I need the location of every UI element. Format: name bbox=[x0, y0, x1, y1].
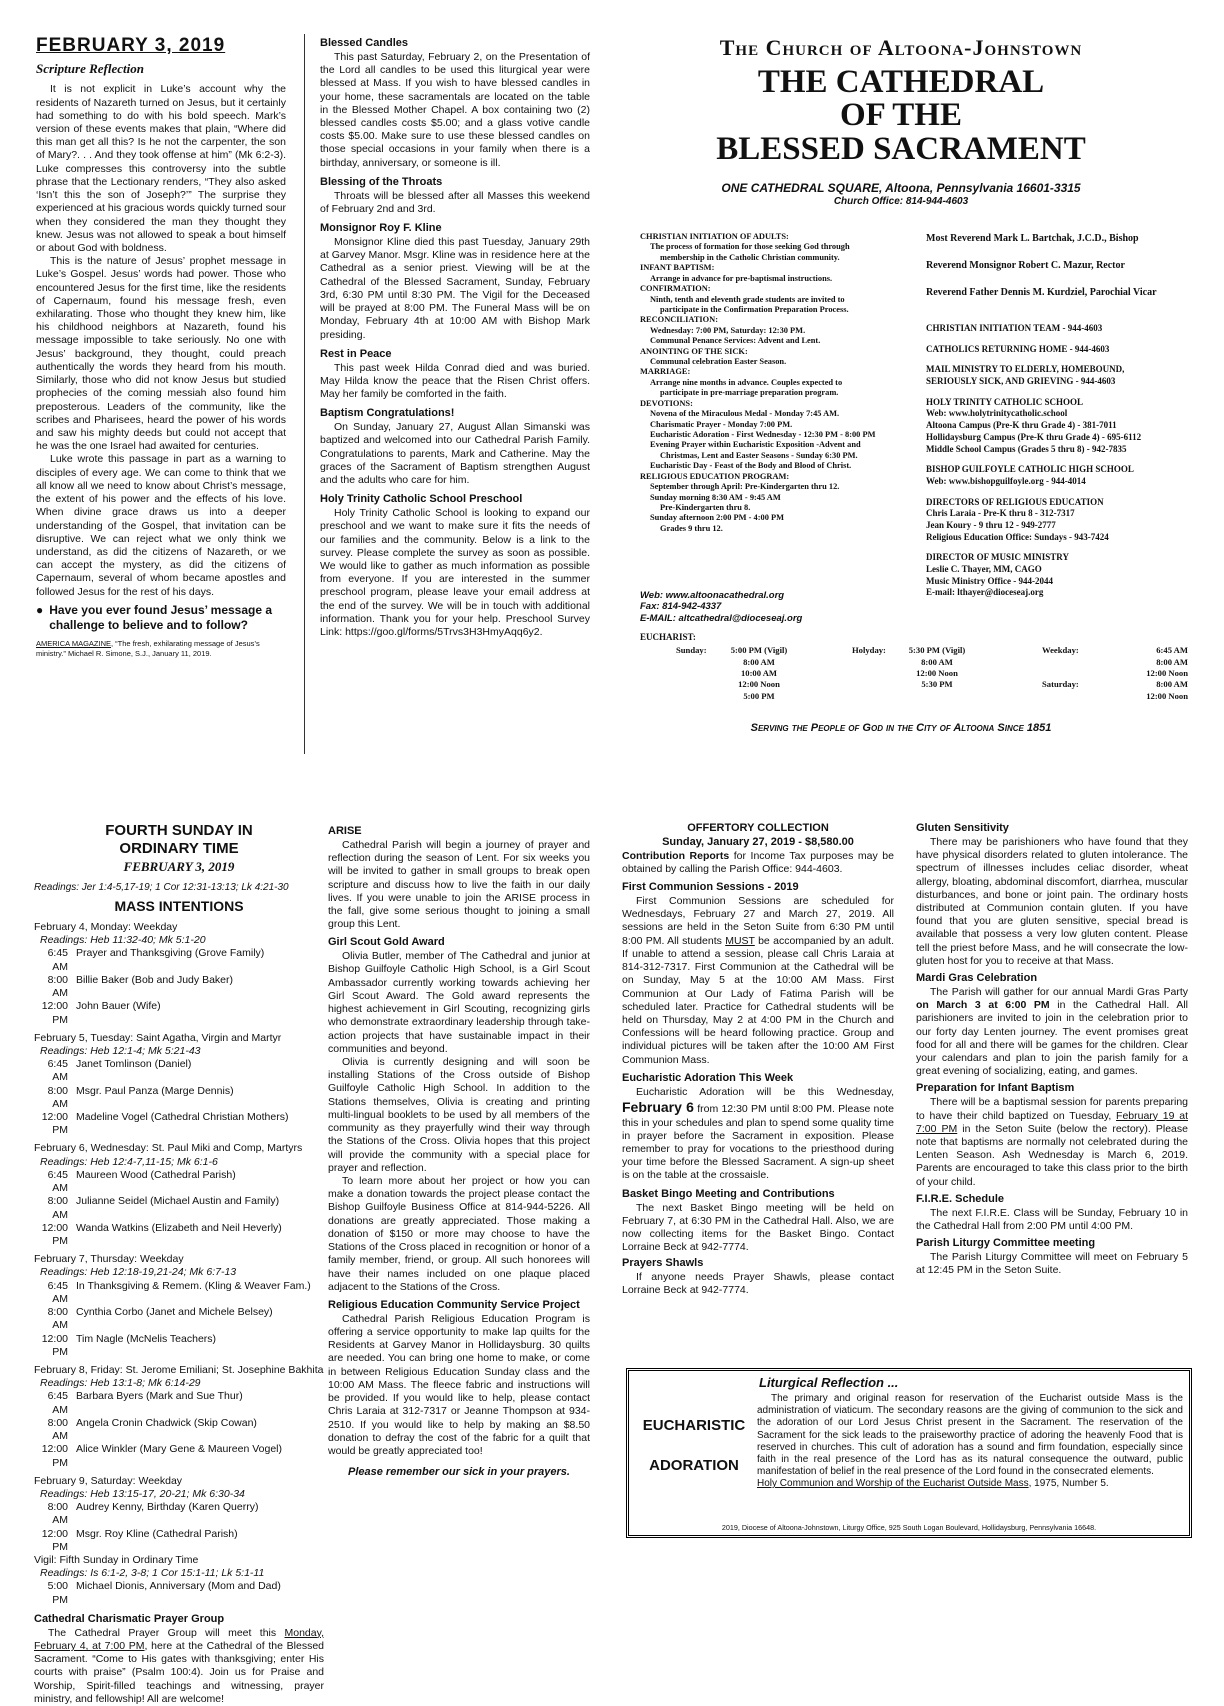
info-heading: ANOINTING OF THE SICK: bbox=[640, 346, 748, 356]
mass-day bbox=[34, 1364, 324, 1470]
section-text: There may be parishioners who have found that they have physical disorders related to gluten intolerance. The spectrum of illnesses includes celiac disorder, wheat allergy, bloating, abdominal discomfort, diarrhea, muscular disturbances, and bone or joint pain. The ordinary hosts distributed at Communion contain gluten. If you have found that you are gluten sensitive, special bread is available that possess a very low gluten content. Please tell the priest before Mass, and he will consecrate the low-gluten host for you to receive at that Mass. bbox=[916, 835, 1188, 967]
eucharistic-label: EUCHARISTIC bbox=[642, 1417, 746, 1434]
liturgical-reflection-title: Liturgical Reflection ... bbox=[759, 1375, 899, 1390]
info-heading: DEVOTIONS: bbox=[640, 398, 693, 408]
staff-group bbox=[926, 552, 1198, 599]
mass-intention-row bbox=[34, 1528, 324, 1554]
info-line: Sunday morning 8:30 AM - 9:45 AM bbox=[650, 492, 781, 502]
citation bbox=[36, 639, 286, 658]
sick-prayer-note: Please remember our sick in your prayers. bbox=[348, 1466, 570, 1479]
citation-text: , “The fresh, exhilarating message of Jesus’s ministry.” Michael R. Simone, S.J., January 11, 2019. bbox=[36, 639, 260, 658]
info-line: membership in the Catholic Christian community. bbox=[660, 252, 840, 262]
staff-line: HOLY TRINITY CATHOLIC SCHOOL bbox=[926, 396, 1083, 407]
info-line: Evening Prayer within Eucharistic Exposition -Advent and bbox=[650, 440, 861, 450]
section-heading: Baptism Congratulations! bbox=[320, 407, 455, 420]
staff-line: Reverend Father Dennis M. Kurdziel, Parochial Vicar bbox=[926, 287, 1157, 298]
intention-name: Wanda Watkins (Elizabeth and Neil Heverly) bbox=[76, 1221, 282, 1234]
info-heading: CONFIRMATION: bbox=[640, 284, 711, 294]
intention-name: John Bauer (Wife) bbox=[76, 1000, 161, 1013]
sacraments-info bbox=[640, 232, 912, 592]
offertory-amount: Sunday, January 27, 2019 - $8,580.00 bbox=[662, 835, 854, 848]
reflection-paragraph: Luke wrote this passage in part as a warning to disciples of every age. We can come to think that we all know all we need to know about Christ’s message, the extent of his power and the effects of his love. When divine grace draws us into a deeper understanding of the Gospel, that invitation can be disruptive. We can reject what we only think we understand, as did the citizens of Nazareth, or we can accept the mystery, as did the citizens of Capernaum, several of whom became apostles and followed Jesus for the rest of his days. bbox=[36, 453, 286, 598]
intention-name: Angela Cronin Chadwick (Skip Cowan) bbox=[76, 1416, 257, 1429]
intention-name: Barbara Byers (Mark and Sue Thur) bbox=[76, 1390, 243, 1403]
mass-date: FEBRUARY 3, 2019 bbox=[123, 859, 235, 875]
section-heading: Preparation for Infant Baptism bbox=[916, 1082, 1075, 1095]
section-heading: Eucharistic Adoration This Week bbox=[622, 1071, 794, 1084]
section-heading: Blessing of the Throats bbox=[320, 175, 443, 188]
day-readings: Readings: Heb 13:1-8; Mk 6:14-29 bbox=[40, 1377, 201, 1390]
saturday-times bbox=[1096, 679, 1188, 702]
cathedral-title: BLESSED SACRAMENT bbox=[716, 131, 1086, 168]
scripture-column bbox=[36, 34, 286, 754]
section-heading: Cathedral Charismatic Prayer Group bbox=[34, 1612, 225, 1625]
staff-line: DIRECTOR OF MUSIC MINISTRY bbox=[926, 552, 1069, 563]
info-line: Eucharistic Day - Feast of the Body and Blood of Christ. bbox=[650, 461, 852, 471]
mass-time: 8:00 AM bbox=[47, 1306, 68, 1332]
info-line: Ninth, tenth and eleventh grade students are invited to bbox=[650, 294, 845, 304]
mass-time: 12:00 PM bbox=[41, 1000, 68, 1026]
website-link[interactable]: Web: www.altoonacathedral.org bbox=[640, 590, 785, 601]
info-heading: INFANT BAPTISM: bbox=[640, 263, 715, 273]
info-line: Charismatic Prayer - Monday 7:00 PM. bbox=[650, 419, 793, 429]
section-text: There will be a baptismal session for parents preparing to have their child baptized on Tuesday, February 19 at 7:00 PM in the Seton Suite (below the rectory). Please note that baptisms are normally not celebrated during the Lenten Season. Ash Wednesday is March 6, 2019. Parents are encouraged to take this class prior to the birth of your child. bbox=[916, 1096, 1188, 1188]
section-text: The Parish Liturgy Committee will meet on February 5 at 12:45 PM in the Seton Suite. bbox=[916, 1250, 1188, 1277]
info-line: Eucharistic Adoration - First Wednesday - 12:30 PM - 8:00 PM bbox=[650, 430, 876, 440]
staff-line: CHRISTIAN INITIATION TEAM - 944-4603 bbox=[926, 323, 1103, 333]
info-line: Communal celebration Easter Season. bbox=[650, 357, 787, 367]
section-text: This past Saturday, February 2, on the Presentation of the Lord all candles to be used this liturgical year were blessed at Mass. If you wish to have blessed candles in your home, these sacramentals are located on the table in the Blessed Mother Chapel. A box containing two (2) blessed candles costs $5.00; and a glass votive candle costs $5.00. Make sure to use these blessed candles on those special occasions in your family when there is a birthday, anniversary, or someone is ill. bbox=[320, 50, 590, 169]
holyday-times bbox=[896, 645, 978, 690]
section-text: Olivia Butler, member of The Cathedral and junior at Bishop Guilfoyle Catholic High School, is a Girl Scout Ambassador currently working towards achieving her Girl Scout Award. The Gold award represents the highest achievement in Girl Scouting, recognizing girls who demonstrate extraordinary leadership through take-action projects that have sustainable impact in their communities and beyond. bbox=[328, 950, 590, 1055]
mass-intention-row bbox=[34, 1000, 324, 1026]
section-text: The next Basket Bingo meeting will be held on February 7, at 6:30 PM in the Cathedral Hall. Also, we are now collecting items for the Basket Bingo. Contact Lorraine Beck at 942-7774. bbox=[622, 1201, 894, 1254]
mass-time: 8:00 AM bbox=[47, 1195, 68, 1221]
staff-group bbox=[926, 497, 1198, 544]
sunday-readings: Readings: Jer 1:4-5,17-19; 1 Cor 12:31-13:13; Lk 4:21-30 bbox=[34, 881, 289, 893]
offertory-heading: OFFERTORY COLLECTION bbox=[687, 822, 829, 834]
staff-line: CATHOLICS RETURNING HOME - 944-4603 bbox=[926, 343, 1110, 354]
mass-time: 12:00 PM bbox=[41, 1332, 68, 1358]
staff-info bbox=[926, 232, 1198, 632]
day-heading: February 4, Monday: Weekday bbox=[34, 920, 178, 933]
intention-name: Julianne Seidel (Michael Austin and Family) bbox=[76, 1195, 280, 1208]
mass-time: 10:00 AM bbox=[740, 668, 778, 679]
sunday-title bbox=[34, 822, 324, 857]
mass-intentions-heading: MASS INTENTIONS bbox=[114, 898, 244, 915]
staff-group bbox=[926, 232, 1198, 245]
mass-time: 8:00 AM bbox=[743, 656, 775, 667]
day-heading: February 6, Wednesday: St. Paul Miki and Comp, Martyrs bbox=[34, 1142, 303, 1155]
staff-line: Most Reverend Mark L. Bartchak, J.C.D., Bishop bbox=[926, 233, 1139, 244]
mass-intention-row bbox=[34, 947, 324, 973]
section-heading: F.I.R.E. Schedule bbox=[916, 1192, 1005, 1205]
liturgical-reflection-box bbox=[626, 1368, 1192, 1538]
info-line: Grades 9 thru 12. bbox=[660, 523, 723, 533]
section-heading: Religious Education Community Service Project bbox=[328, 1298, 580, 1311]
staff-group bbox=[926, 259, 1198, 272]
info-heading: RECONCILIATION: bbox=[640, 315, 719, 325]
mass-time: 8:00 AM bbox=[47, 1416, 68, 1443]
mass-time: 8:00 AM bbox=[1156, 679, 1188, 690]
mass-intention-row bbox=[34, 1417, 324, 1443]
info-line: Arrange nine months in advance. Couples expected to bbox=[650, 377, 843, 387]
cathedral-title: OF THE bbox=[840, 97, 962, 134]
citation-source: AMERICA MAGAZINE bbox=[36, 639, 112, 649]
mass-time: 12:00 PM bbox=[41, 1111, 68, 1137]
mass-intention-row bbox=[34, 1501, 324, 1527]
cathedral-title: THE CATHEDRAL bbox=[757, 63, 1045, 100]
mass-time: 5:00 PM bbox=[47, 1580, 68, 1606]
section-text: Eucharistic Adoration will be this Wednesday, February 6 from 12:30 PM until 8:00 PM. Please note this in your schedules and plan to spend some quality time in prayer before the Sacrament in exposition. Please remember to pray for vocations to the priesthood during your time before the Blessed Sacrament. A sign-up sheet is on the table at the crossaisle. bbox=[622, 1085, 894, 1182]
section-text: Cathedral Parish Religious Education Program is offering a service opportunity to make lap quilts for the Residents at Garvey Manor in Hollidaysburg. 30 quilts are needed. You can bring one home to make, or come in between Religious Education Sunday class and the 10:00 AM Mass. The fleece fabric and instructions will be provided. If you would like to help, please contact Chris Laraia at 312-7317 or Jeanne Thompson at 934-2510. If you would like to help by making an $8.50 donation to defray the cost of the fabric for a quilt that would be greatly appreciated too! bbox=[328, 1312, 590, 1457]
staff-group bbox=[926, 397, 1198, 455]
staff-group bbox=[926, 286, 1198, 299]
reflection-question bbox=[36, 603, 286, 633]
staff-line: Middle School Campus (Grades 5 thru 8) - 942-7835 bbox=[926, 443, 1127, 454]
staff-group bbox=[926, 323, 1198, 335]
staff-line: BISHOP GUILFOYLE CATHOLIC HIGH SCHOOL bbox=[926, 464, 1134, 475]
intention-name: Alice Winkler (Mary Gene & Maureen Vogel) bbox=[76, 1443, 282, 1456]
contact-info bbox=[640, 590, 912, 636]
section-text: The Parish will gather for our annual Mardi Gras Party on March 3 at 6:00 PM in the Cathedral Hall. All parishioners are invited to join in the celebration prior to our forty day Lenten journey. The event promises great food for all and there will be games for the children. Clear your calendars and plan to join the parish family for a great evening of socializing, eating, and games. bbox=[916, 985, 1189, 1078]
parish-notices-column bbox=[916, 822, 1188, 1362]
mass-time: 5:30 PM (Vigil) bbox=[908, 645, 966, 656]
eucharist-schedule bbox=[640, 632, 1196, 712]
mass-time: 12:00 Noon bbox=[1146, 690, 1188, 701]
info-line: participate in the Confirmation Preparation Process. bbox=[660, 304, 849, 314]
section-heading: ARISE bbox=[328, 825, 362, 837]
mass-time: 12:00 Noon bbox=[916, 668, 958, 679]
mass-intentions-column bbox=[34, 822, 324, 1705]
section-text: Throats will be blessed after all Masses this weekend of February 2nd and 3rd. bbox=[320, 189, 590, 215]
info-line: Wednesday: 7:00 PM, Saturday: 12:30 PM. bbox=[650, 325, 806, 335]
bulletin-date: FEBRUARY 3, 2019 bbox=[36, 35, 226, 56]
mass-time: 8:00 AM bbox=[47, 1084, 68, 1110]
day-readings: Readings: Heb 12:1-4; Mk 5:21-43 bbox=[40, 1044, 201, 1057]
mass-intention-row bbox=[34, 1443, 324, 1469]
mass-intentions-list bbox=[34, 921, 324, 1607]
staff-line: E-mail: lthayer@dioceseaj.org bbox=[926, 587, 1044, 598]
sunday-label: Sunday: bbox=[676, 645, 707, 656]
staff-line: SERIOUSLY SICK, AND GRIEVING - 944-4603 bbox=[926, 376, 1116, 387]
offertory-column bbox=[622, 822, 894, 1370]
intention-name: Billie Baker (Bob and Judy Baker) bbox=[76, 973, 233, 986]
intention-name: Msgr. Paul Panza (Marge Dennis) bbox=[76, 1084, 234, 1097]
reflection-paragraph: It is not explicit in Luke’s account why the residents of Nazareth turned on Jesus, but it certainly had something to do with his bold speech. Mark’s version of these events makes that plain, “Where did this man get all this? Is he not the carpenter, the son of Mary?. . . And they took offense at him” (Mk 6:2-3). Luke compresses this controversy into the subtle phrase that the Lectionary renders, “They also asked ‘Isn’t this the son of Joseph?’” The surprise they experienced at his gracious words quickly turned sour when they considered the man they thought they knew. Jesus was not allowed to speak a bout himself or about God with boldness. bbox=[36, 83, 286, 254]
mass-time: 8:00 AM bbox=[47, 973, 68, 1000]
section-text: First Communion Sessions are scheduled for Wednesdays, February 27 and March 27, 2019. All sessions are held in the Seton Suite from 6:30 PM until 8:00 PM. All students MUST be accompanied by an adult. If unable to attend a session, please call Chris Laraia at 814-312-7317. First Communion at the Cathedral will be on Sunday, May 5 at the 10:00 AM Mass. First Communion at Our Lady of Fatima Parish will be scheduled later. Practice for Cathedral students will be held on Thursday, May 2 at 4:00 PM in the Church and Confessions will be heard following practice. Group and individual pictures will be taken after the 10:00 AM First Communion Mass. bbox=[622, 895, 894, 1066]
mass-time: 12:00 Noon bbox=[1146, 668, 1188, 679]
info-line: Communal Penance Services: Advent and Lent. bbox=[650, 336, 821, 346]
mass-intention-row bbox=[34, 1306, 324, 1332]
mass-intention-row bbox=[34, 1580, 324, 1606]
email-link[interactable]: E-MAIL: altcathedral@dioceseaj.org bbox=[640, 612, 803, 624]
section-heading: Girl Scout Gold Award bbox=[328, 936, 445, 949]
day-heading: February 9, Saturday: Weekday bbox=[34, 1474, 183, 1487]
mass-intention-row bbox=[34, 1058, 324, 1084]
section-text: Holy Trinity Catholic School is looking to expand our preschool and we want to make sure it fits the needs of our families and the community. Below is a link to the survey. Please complete the survey as soon as possible. We would like to gather as much information as possible from everyone. If you are interested in the summer preschool program, please leave your email address at the end of the survey. We will be in touch with additional information. Thank you for your help. Preschool Survey Link: https://goo.gl/forms/5Trvs3H3HmyAqq6y2. bbox=[320, 507, 590, 639]
section-text: Monsignor Kline died this past Tuesday, January 29th at Garvey Manor. Msgr. Kline was in residence here at the Cathedral as a senior priest. Viewing will be at the Cathedral of the Blessed Sacrament, Sunday, February 3rd, 6:30 PM until 8:30 PM. The Vigil for the Deceased will be prayed at 8:00 PM. The Funeral Mass will be on Monday, February 4th at 10:00 AM with Bishop Mark presiding. bbox=[320, 235, 590, 341]
mass-day bbox=[34, 1475, 324, 1607]
info-line: Pre-Kindergarten thru 8. bbox=[660, 502, 751, 512]
reflection-paragraph: This is the nature of Jesus’ prophet message in Luke’s Gospel. Jesus’ words had power. Those who encountered Jesus for the first time, like the residents of Capernaum, found his message fresh, even exhilarating. Those who thought they knew him, like his childhood neighbors at Nazareth, found his message impossible to take seriously. No one with Jesus’ background, they thought, could preach authentically the words they heard from his mouth. Similarly, those who did not know Jesus but studied prophecies of the coming messiah also found him preposterous. Leaders of the community, like the scribes and Pharisees, heard the power of his words and saw his mighty deeds but could not accept that he was the one Israel had awaited for centuries. bbox=[36, 255, 286, 453]
mass-intention-row bbox=[34, 1333, 324, 1359]
section-heading: Parish Liturgy Committee meeting bbox=[916, 1237, 1096, 1250]
church-office-phone: Church Office: 814-944-4603 bbox=[833, 195, 969, 207]
staff-group bbox=[926, 344, 1198, 356]
section-text: The Cathedral Prayer Group will meet this Monday, February 4, at 7:00 PM, here at the Cathedral of the Blessed Sacrament. “Come to His gates with thanksgiving; enter His courts with praise” (Psalm 100:4). Join us for Praise and Worship, Spirit-filled teachings and witnessing, prayer ministry, and fellowship! All are welcome! bbox=[34, 1626, 324, 1705]
mass-time: 12:00 Noon bbox=[738, 679, 780, 690]
intention-name: Cynthia Corbo (Janet and Michele Belsey) bbox=[76, 1306, 273, 1319]
section-text: Olivia is currently designing and will soon be installing Stations of the Cross outside of Bishop Guilfoyle Catholic High School. In addition to the Stations themselves, Olivia is creating and printing multi-lingual booklets to be used by all members of the community as they prayerfully wind their way through the Stations of the Cross. Olivia hopes that this project will provide the community with a special place for prayer and reflection. bbox=[328, 1056, 590, 1174]
day-heading: February 7, Thursday: Weekday bbox=[34, 1253, 184, 1266]
holyday-label: Holyday: bbox=[852, 645, 886, 656]
liturgical-reflection-text: The primary and original reason for reservation of the Eucharist outside Mass is the administration of viaticum. The secondary reasons are the giving of communion to the sick and the adoration of our Lord Jesus Christ present in the Sacrament. The reservation of the Sacrament for the sick leads to the praiseworthy practice of adoring the heavenly Food that is reserved in churches. This cult of adoration has a sound and firm foundation, especially since faith in the real presence of the Lord has as its natural consequence the outward, public manifestation of belief in the real presence of the Lord found in the consecrated elements. bbox=[757, 1393, 1183, 1478]
staff-line: MAIL MINISTRY TO ELDERLY, HOMEBOUND, bbox=[926, 364, 1125, 375]
mass-intention-row bbox=[34, 974, 324, 1000]
mass-intention-row bbox=[34, 1195, 324, 1221]
info-line: participate in pre-marriage preparation program. bbox=[660, 388, 839, 398]
section-heading: Gluten Sensitivity bbox=[916, 822, 1009, 834]
mass-time: 6:45 AM bbox=[47, 1168, 68, 1195]
church-name: The Church of Altoona-Johnstown bbox=[719, 35, 1083, 60]
mass-intention-row bbox=[34, 1169, 324, 1195]
day-readings: Readings: Heb 12:4-7,11-15; Mk 6:1-6 bbox=[40, 1155, 218, 1168]
staff-line: Religious Education Office: Sundays - 943-7424 bbox=[926, 531, 1109, 542]
info-line: Christmas, Lent and Easter Seasons - Sunday 6:30 PM. bbox=[660, 450, 858, 460]
day-readings: Readings: Heb 11:32-40; Mk 5:1-20 bbox=[40, 934, 206, 947]
section-text: The next F.I.R.E. Class will be Sunday, February 10 in the Cathedral Hall from 2:00 PM until 4:00 PM. bbox=[916, 1206, 1188, 1232]
adoration-label: ADORATION bbox=[649, 1457, 739, 1474]
day-heading: February 5, Tuesday: Saint Agatha, Virgin and Martyr bbox=[34, 1031, 282, 1044]
mass-time: 6:45 AM bbox=[1156, 645, 1188, 656]
mass-time: 6:45 AM bbox=[47, 1058, 68, 1084]
question-text: Have you ever found Jesus’ message a challenge to believe and to follow? bbox=[49, 602, 273, 632]
info-line: Sunday afternoon 2:00 PM - 4:00 PM bbox=[650, 513, 784, 523]
mass-intention-row bbox=[34, 1111, 324, 1137]
day-readings: Readings: Heb 12:18-19,21-24; Mk 6:7-13 bbox=[40, 1266, 237, 1279]
info-line: The process of formation for those seeking God through bbox=[650, 242, 850, 252]
info-line: Novena of the Miraculous Medal - Monday 7:45 AM. bbox=[650, 409, 840, 419]
staff-line: Altoona Campus (Pre-K thru Grade 4) - 381-7011 bbox=[926, 420, 1117, 431]
intention-name: Madeline Vogel (Cathedral Christian Mothers) bbox=[76, 1111, 289, 1124]
mass-time: 5:30 PM bbox=[921, 679, 953, 690]
mass-intention-row bbox=[34, 1222, 324, 1248]
masthead bbox=[606, 34, 1196, 214]
vigil-readings: Readings: Is 6:1-2, 3-8; 1 Cor 15:1-11; Lk 5:1-11 bbox=[40, 1567, 265, 1580]
staff-line: Reverend Monsignor Robert C. Mazur, Rector bbox=[926, 260, 1125, 271]
column-divider bbox=[304, 34, 305, 754]
vigil-heading: Vigil: Fifth Sunday in Ordinary Time bbox=[34, 1554, 199, 1567]
liturgical-citation: Holy Communion and Worship of the Eucharist Outside Mass, 1975, Number 5. bbox=[757, 1478, 1109, 1490]
section-heading: Holy Trinity Catholic School Preschool bbox=[320, 493, 523, 506]
mass-time: 5:00 PM (Vigil) bbox=[730, 645, 788, 656]
staff-line: Web: www.bishopguilfoyle.org - 944-4014 bbox=[926, 475, 1086, 486]
eucharist-label: EUCHARIST: bbox=[640, 632, 696, 642]
intention-name: Prayer and Thanksgiving (Grove Family) bbox=[76, 947, 265, 960]
section-heading: First Communion Sessions - 2019 bbox=[622, 881, 799, 894]
section-text: Contribution Reports for Income Tax purposes may be obtained by calling the Parish Office: 944-4603. bbox=[622, 849, 894, 875]
mass-time: 12:00 PM bbox=[41, 1221, 68, 1247]
staff-line: Hollidaysburg Campus (Pre-K thru Grade 4) - 695-6112 bbox=[926, 431, 1142, 442]
mass-time: 8:00 AM bbox=[921, 656, 953, 667]
bullet-icon: ● bbox=[36, 602, 44, 617]
parish-news-column bbox=[328, 822, 590, 1562]
section-text: To learn more about her project or how you can make a donation towards the project please contact the Bishop Guilfoyle Business Office at 814-944-5226. All donations are greatly appreciated. Those making a donation of $150 or more may choose to have the Stations of the Cross placed in recognition or honor of a family member, friend, or group. All such honorees will have their names included on one plaque placed adjacent to the Stations of the Cross. bbox=[328, 1174, 590, 1293]
sunday-title-line: FOURTH SUNDAY IN bbox=[105, 822, 253, 839]
section-heading: Basket Bingo Meeting and Contributions bbox=[622, 1187, 835, 1200]
staff-line: Jean Koury - 9 thru 12 - 949-2777 bbox=[926, 519, 1056, 530]
sunday-title-line: ORDINARY TIME bbox=[119, 839, 239, 857]
mass-day bbox=[34, 1253, 324, 1359]
staff-group bbox=[926, 364, 1198, 387]
mass-time: 6:45 AM bbox=[47, 1390, 68, 1416]
serving-tagline: Serving the People of God in the City of Altoona Since 1851 bbox=[750, 722, 1052, 734]
section-heading: Prayers Shawls bbox=[622, 1257, 704, 1270]
section-text: On Sunday, January 27, August Allan Simanski was baptized and welcomed into our Cathedral Parish Family. Congratulations to parents, Mark and Catherine. May the graces of the Sacrament of Baptism strengthen August and the adults who care for him. bbox=[320, 421, 590, 486]
mass-time: 5:00 PM bbox=[743, 690, 775, 701]
mass-time: 12:00 PM bbox=[41, 1527, 68, 1553]
section-text: If anyone needs Prayer Shawls, please contact Lorraine Beck at 942-7774. bbox=[622, 1271, 894, 1297]
staff-line: Web: www.holytrinitycatholic.school bbox=[926, 408, 1068, 419]
liturgical-reflection-body bbox=[757, 1393, 1183, 1491]
liturgy-office-footer: 2019, Diocese of Altoona-Johnstown, Liturgy Office, 925 South Logan Boulevard, Hollidaysburg, Pennsylvania 16648. bbox=[721, 1522, 1097, 1532]
mass-day bbox=[34, 1142, 324, 1248]
section-heading: Rest in Peace bbox=[320, 347, 392, 360]
scripture-reflection-heading: Scripture Reflection bbox=[36, 60, 144, 76]
info-line: Arrange in advance for pre-baptismal instructions. bbox=[650, 273, 833, 283]
mass-time: 8:00 AM bbox=[1156, 656, 1188, 667]
mass-day bbox=[34, 921, 324, 1027]
weekday-label: Weekday: bbox=[1042, 645, 1079, 656]
section-text: This past week Hilda Conrad died and was buried. May Hilda know the peace that the Risen Christ offers. May her family be comforted in the faith. bbox=[320, 361, 590, 401]
section-text: Cathedral Parish will begin a journey of prayer and reflection during the season of Lent. For six weeks you will be invited to gather in small groups to break open scripture and discuss how to live the faith in our daily lives. If you were unable to join the ARISE process in the fall, give some serious thought to joining a small group this Lent. bbox=[328, 838, 590, 931]
intention-name: Michael Dionis, Anniversary (Mom and Dad) bbox=[76, 1580, 281, 1593]
section-heading: Monsignor Roy F. Kline bbox=[320, 222, 442, 235]
info-heading: MARRIAGE: bbox=[640, 367, 691, 377]
section-heading: Mardi Gras Celebration bbox=[916, 972, 1038, 985]
section-heading: Blessed Candles bbox=[320, 37, 409, 49]
staff-line: DIRECTORS OF RELIGIOUS EDUCATION bbox=[926, 496, 1104, 507]
mass-intention-row bbox=[34, 1280, 324, 1306]
announcements-column bbox=[320, 34, 590, 754]
mass-time: 6:45 AM bbox=[47, 947, 68, 973]
info-heading: CHRISTIAN INITIATION OF ADULTS: bbox=[640, 232, 789, 241]
intention-name: Msgr. Roy Kline (Cathedral Parish) bbox=[76, 1527, 238, 1540]
intention-name: Audrey Kenny, Birthday (Karen Querry) bbox=[76, 1501, 259, 1514]
mass-time: 12:00 PM bbox=[41, 1443, 68, 1469]
mass-time: 6:45 AM bbox=[47, 1279, 68, 1305]
saturday-label: Saturday: bbox=[1042, 679, 1079, 690]
day-readings: Readings: Heb 13:15-17, 20-21; Mk 6:30-34 bbox=[40, 1487, 245, 1500]
weekday-times bbox=[1096, 645, 1188, 679]
intention-name: In Thanksgiving & Remem. (Kling & Weaver Fam.) bbox=[76, 1279, 311, 1292]
intention-name: Maureen Wood (Cathedral Parish) bbox=[76, 1168, 236, 1181]
church-address: ONE CATHEDRAL SQUARE, Altoona, Pennsylvania 16601-3315 bbox=[721, 180, 1081, 195]
day-heading: February 8, Friday: St. Jerome Emiliani; St. Josephine Bakhita bbox=[34, 1363, 324, 1376]
intention-name: Janet Tomlinson (Daniel) bbox=[76, 1058, 192, 1071]
staff-group bbox=[926, 464, 1198, 487]
sunday-times bbox=[724, 645, 794, 702]
intention-name: Tim Nagle (McNelis Teachers) bbox=[76, 1332, 217, 1345]
mass-time: 8:00 AM bbox=[47, 1501, 68, 1527]
fax-number: Fax: 814-942-4337 bbox=[640, 601, 722, 613]
staff-line: Leslie C. Thayer, MM, CAGO bbox=[926, 564, 1042, 574]
mass-day bbox=[34, 1032, 324, 1138]
staff-line: Chris Laraia - Pre-K thru 8 - 312-7317 bbox=[926, 508, 1075, 519]
info-heading: RELIGIOUS EDUCATION PROGRAM: bbox=[640, 471, 790, 481]
mass-intention-row bbox=[34, 1085, 324, 1111]
info-line: September through April: Pre-Kindergarten thru 12. bbox=[650, 482, 840, 492]
mass-intention-row bbox=[34, 1390, 324, 1416]
staff-line: Music Ministry Office - 944-2044 bbox=[926, 575, 1053, 586]
